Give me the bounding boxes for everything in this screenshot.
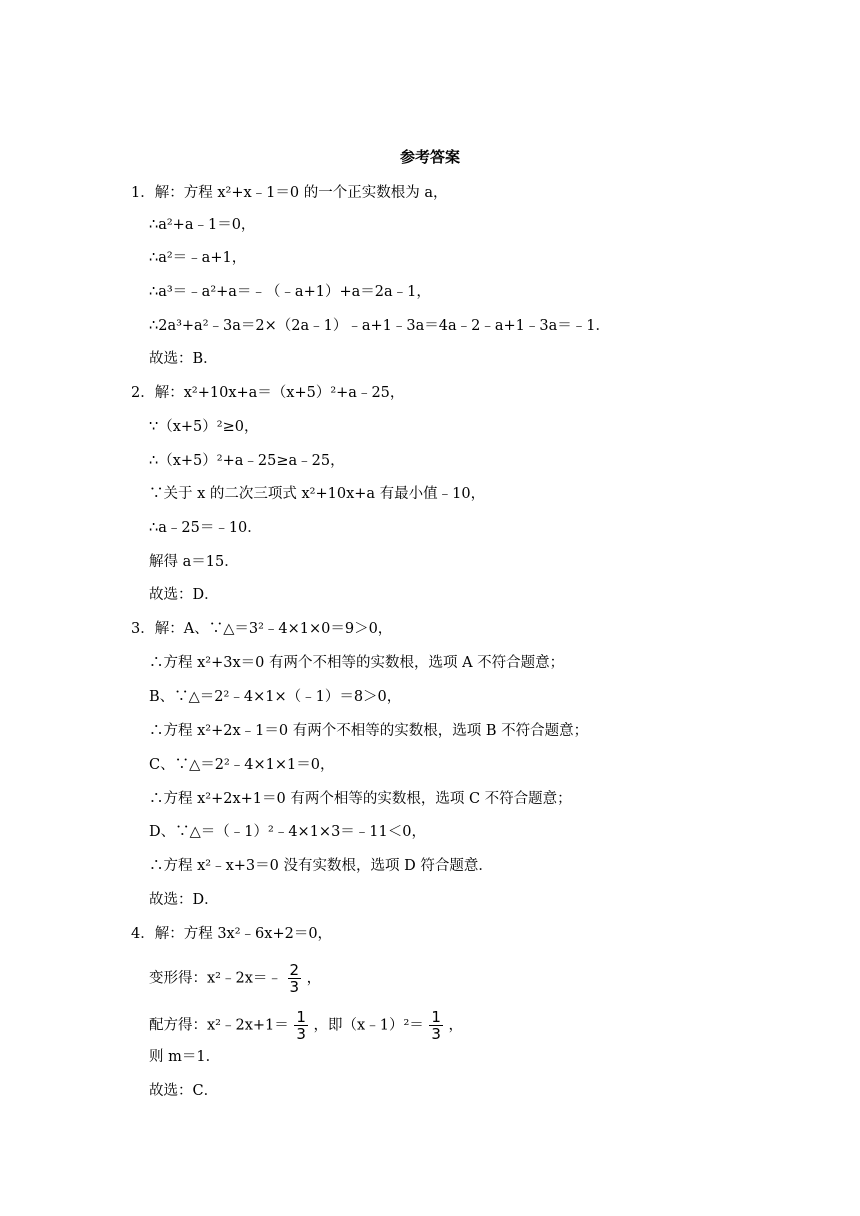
q3-line-4: ∴方程 x²+2x﹣1＝0 有两个不相等的实数根，选项 B 不符合题意； [149,723,589,739]
q1-line-4: ∴a³＝﹣a²+a＝﹣（﹣a+1）+a＝2a﹣1， [149,284,431,300]
q4-line-2 [149,962,321,995]
page-title: 参考答案 [399,148,460,166]
q3-line-1: 3．解：A、∵△＝3²﹣4×1×0＝9＞0， [131,621,393,637]
q1-line-1: 1．解：方程 x²+x﹣1＝0 的一个正实数根为 a， [131,185,448,201]
q4-line-3-mid: ，即（x﹣1）²＝ [313,1017,424,1034]
q1-line-5: ∴2a³+a²﹣3a＝2×（2a﹣1）﹣a+1﹣3a＝4a﹣2﹣a+1﹣3a＝﹣1． [149,318,610,334]
q2-line-3: ∴（x+5）²+a﹣25≥a﹣25， [149,453,345,469]
q4-line-2-text: 变形得：x²﹣2x＝﹣ [149,970,282,987]
q1-line-2: ∴a²+a﹣1＝0， [149,217,256,233]
q2-line-4: ∵关于 x 的二次三项式 x²+10x+a 有最小值﹣10， [149,486,486,502]
fraction-one-third-2 [429,1009,443,1042]
fraction-denominator: 3 [431,1025,441,1043]
q2-line-1: 2．解：x²+10x+a＝（x+5）²+a﹣25， [131,385,405,401]
q4-line-3 [149,1009,463,1042]
fraction-numerator: 1 [431,1008,441,1026]
fraction-one-third [294,1009,308,1042]
q3-line-2: ∴方程 x²+3x＝0 有两个不相等的实数根，选项 A 不符合题意； [149,655,565,671]
q4-line-2-end: ， [306,970,322,987]
q3-line-7: D、∵△＝（﹣1）²﹣4×1×3＝﹣11＜0， [149,824,426,840]
fraction-numerator: 1 [296,1008,306,1026]
q3-line-3: B、∵△＝2²﹣4×1×（﹣1）＝8＞0， [149,689,402,705]
q4-line-5: 故选：C． [149,1083,219,1099]
q3-line-6: ∴方程 x²+2x+1＝0 有两个相等的实数根，选项 C 不符合题意； [149,791,572,807]
fraction-denominator: 3 [289,978,300,996]
fraction-numerator: 2 [289,961,300,979]
q1-line-3: ∴a²＝﹣a+1， [149,250,247,266]
fraction-two-thirds [288,962,302,995]
q4-line-1: 4．解：方程 3x²﹣6x+2＝0， [131,926,333,942]
q2-line-7: 故选：D． [149,587,219,603]
q4-line-4: 则 m＝1． [149,1049,221,1065]
q1-line-6: 故选：B． [149,351,218,367]
q3-line-8: ∴方程 x²﹣x+3＝0 没有实数根，选项 D 符合题意． [149,858,493,874]
q2-line-2: ∵（x+5）²≥0， [149,419,259,435]
q2-line-6: 解得 a＝15． [149,554,239,570]
q4-line-3-text: 配方得：x²﹣2x+1＝ [149,1017,289,1034]
q2-line-5: ∴a﹣25＝﹣10． [149,520,262,536]
q3-line-9: 故选：D． [149,892,219,908]
q3-line-5: C、∵△＝2²﹣4×1×1＝0， [149,757,335,773]
q4-line-3-end: ， [448,1017,464,1034]
fraction-denominator: 3 [296,1025,306,1043]
